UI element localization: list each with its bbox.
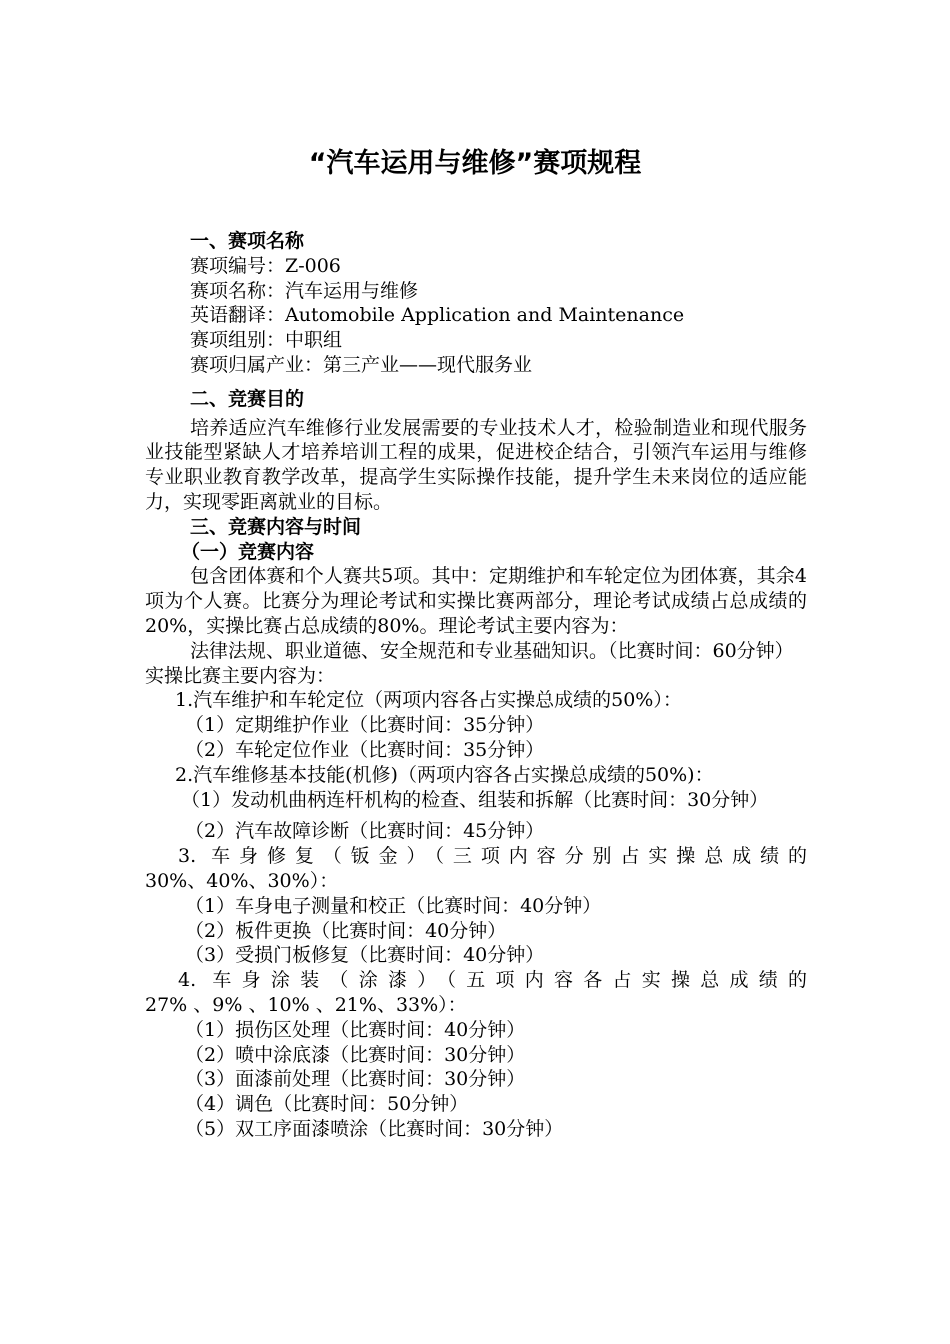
item2-sub: （2）汽车故障诊断（比赛时间：45分钟） [185,820,545,843]
document-body [145,229,807,1142]
item1-heading: 1.汽车维护和车轮定位（两项内容各占实操总成绩的50%）： [175,689,682,712]
info-line: 赛项名称：汽车运用与维修 [190,279,419,302]
item1-sub: （1）定期维护作业（比赛时间：35分钟） [185,714,545,737]
theory-content: 法律法规、职业道德、安全规范和专业基础知识。（比赛时间：60分钟） [190,639,794,662]
info-line: 赛项归属产业：第三产业——现代服务业 [190,353,533,376]
item4-sub: （5）双工序面漆喷涂（比赛时间：30分钟） [185,1117,564,1140]
item4-sub: （4）调色（比赛时间：50分钟） [185,1093,469,1116]
item4-heading-cont: 27% 、9% 、10% 、21%、33%）： [145,993,467,1016]
practical-intro: 实操比赛主要内容为： [145,664,336,687]
item3-sub: （2）板件更换（比赛时间：40分钟） [185,919,507,942]
item3-sub: （1）车身电子测量和校正（比赛时间：40分钟） [185,894,602,917]
item4-sub: （2）喷中涂底漆（比赛时间：30分钟） [185,1043,526,1066]
item2-heading: 2.汽车维修基本技能(机修)（两项内容各占实操总成绩的50%)： [175,763,714,786]
info-line: 英语翻译：Automobile Application and Maintenance [190,304,685,327]
item4-heading: 4. 车身涂装（涂漆）（五项内容各占实操总成绩的 [178,969,807,992]
info-line: 赛项组别：中职组 [190,329,343,352]
item3-heading: 3. 车身修复（钣金）（三项内容分别占实操总成绩的 [178,845,807,868]
item3-sub: （3）受损门板修复（比赛时间：40分钟） [185,944,545,967]
item3-heading-cont: 30%、40%、30%）： [145,869,339,892]
section2-heading: 二、竞赛目的 [190,387,305,410]
document-title: “汽车运用与维修”赛项规程 [308,148,642,179]
objective-paragraph: 培养适应汽车维修行业发展需要的专业技术人才，检验制造业和现代服务业技能型紧缺人才培养培训工程的成果，促进校企结合，引领汽车运用与维修专业职业教育教学改革，提高学生实际操作技能，提升学生未来岗位的适应能力，实现零距离就业的目标。 [145,416,807,513]
info-line: 赛项编号：Z-006 [190,254,341,277]
section1-heading: 一、赛项名称 [190,230,305,252]
item4-sub: （3）面漆前处理（比赛时间：30分钟） [185,1068,526,1091]
content-subheading: （一）竞赛内容 [181,540,315,563]
content-intro: 包含团体赛和个人赛共5项。其中：定期维护和车轮定位为团体赛，其余4项为个人赛。比赛分为理论考试和实操比赛两部分，理论考试成绩占总成绩的20%，实操比赛占总成绩的80%。理论考试主要内容为： [145,565,807,637]
item1-sub: （2）车轮定位作业（比赛时间：35分钟） [185,738,545,761]
item4-sub: （1）损伤区处理（比赛时间：40分钟） [185,1018,526,1041]
item2-sub: （1）发动机曲柄连杆机构的检查、组装和拆解（比赛时间：30分钟） [181,788,769,811]
section3-heading: 三、竞赛内容与时间 [190,515,362,538]
